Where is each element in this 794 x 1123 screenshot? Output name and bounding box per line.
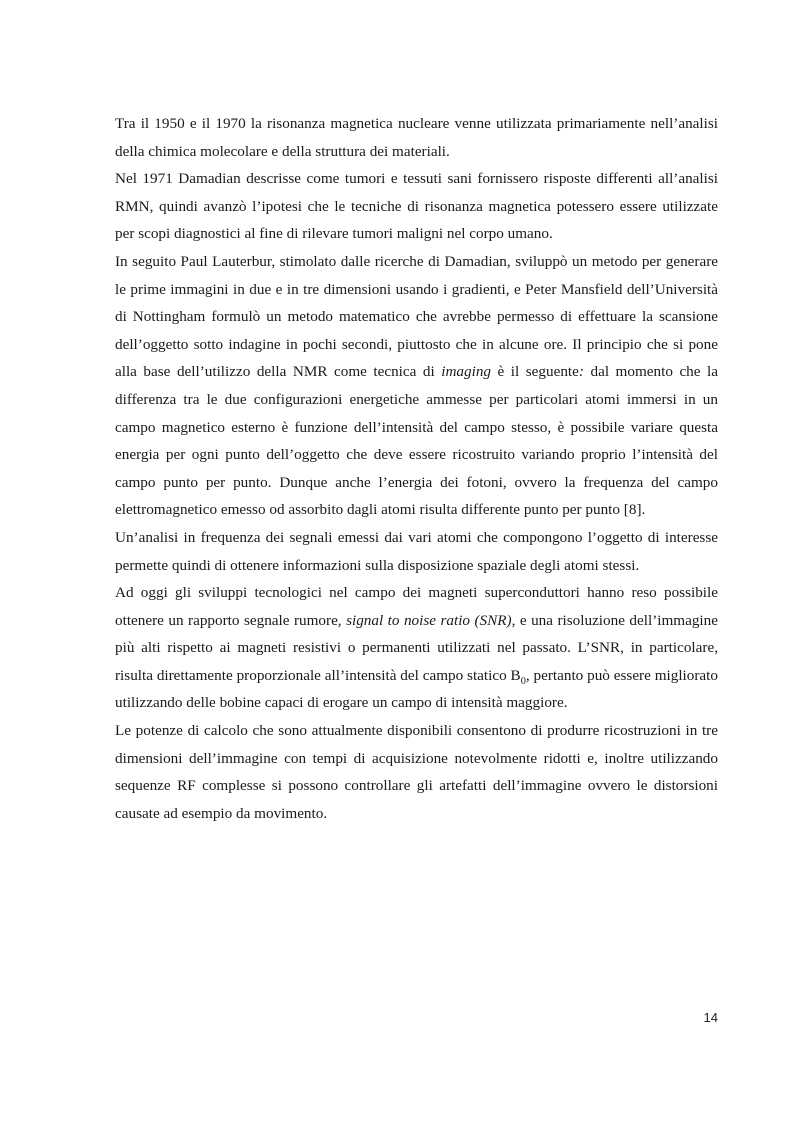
paragraph-2: [115, 165, 718, 248]
paragraph-5-italic-term: signal to noise ratio (SNR): [346, 611, 512, 629]
paragraph-3: [115, 248, 718, 524]
paragraph-5-text-b: , e una risoluzione dell’immagine più alti rispetto ai magneti resistivi o permanenti utilizzati nel passato. L’SNR, in particolare, risulta direttamente proporzionale all’intensità del campo statico B: [115, 611, 718, 684]
paragraph-2-text: Nel 1971 Damadian descrisse come tumori e tessuti sani fornissero risposte differenti all’analisi RMN, quindi avanzò l’ipotesi che le tecniche di risonanza magnetica potessero essere utilizzate per scopi diagnostici al fine di rilevare tumori maligni nel corpo umano.: [115, 170, 718, 243]
paragraph-5-text-a: Ad oggi gli sviluppi tecnologici nel campo dei magneti superconduttori hanno reso possibile ottenere un rapporto segnale rumore,: [115, 584, 718, 629]
page-body: [115, 110, 718, 827]
paragraph-1-text: Tra il 1950 e il 1970 la risonanza magnetica nucleare venne utilizzata primariamente nell’analisi della chimica molecolare e della struttura dei materiali.: [115, 115, 718, 160]
paragraph-3-text-c: dal momento che la differenza tra le due configurazioni energetiche ammesse per particolari atomi immersi in un campo magnetico esterno è funzione dell’intensità del campo stesso, è possibile variare questa energia per ogni punto dell’oggetto che deve essere ricostruito variando proprio l’intensità del campo punto per punto. Dunque anche l’energia dei fotoni, ovvero la frequenza del campo elettromagnetico emesso od assorbito dagli atomi risulta differente punto per punto [8].: [115, 363, 718, 519]
paragraph-5-subscript: 0: [520, 675, 526, 687]
paragraph-1: [115, 110, 718, 165]
paragraph-3-italic-colon: :: [578, 363, 584, 381]
paragraph-6-text: Le potenze di calcolo che sono attualmente disponibili consentono di produrre ricostruzioni in tre dimensioni dell’immagine con tempi di acquisizione notevolmente ridotti e, inoltre utilizzando sequenze RF complesse si possono controllare gli artefatti dell’immagine ovvero le distorsioni causate ad esempio da movimento.: [115, 722, 718, 822]
paragraph-3-text-b: è il seguente: [491, 363, 579, 381]
paragraph-3-italic-term: imaging: [441, 363, 492, 381]
paragraph-3-text-a: In seguito Paul Lauterbur, stimolato dalle ricerche di Damadian, sviluppò un metodo per generare le prime immagini in due e in tre dimensioni usando i gradienti, e Peter Mansfield dell’Università di Nottingham formulò un metodo matematico che avrebbe permesso di effettuare la scansione dell’oggetto sotto indagine in pochi secondi, piuttosto che in alcune ore. Il principio che si pone alla base dell’utilizzo della NMR come tecnica di: [115, 252, 718, 381]
paragraph-4: [115, 524, 718, 579]
paragraph-5: [115, 579, 718, 717]
page-number: 14: [703, 1010, 718, 1025]
paragraph-5-text-c: , pertanto può essere migliorato utilizzando delle bobine capaci di erogare un campo di intensità maggiore.: [115, 666, 718, 712]
paragraph-4-text: Un’analisi in frequenza dei segnali emessi dai vari atomi che compongono l’oggetto di interesse permette quindi di ottenere informazioni sulla disposizione spaziale degli atomi stessi.: [115, 528, 718, 574]
paragraph-6: [115, 717, 718, 827]
